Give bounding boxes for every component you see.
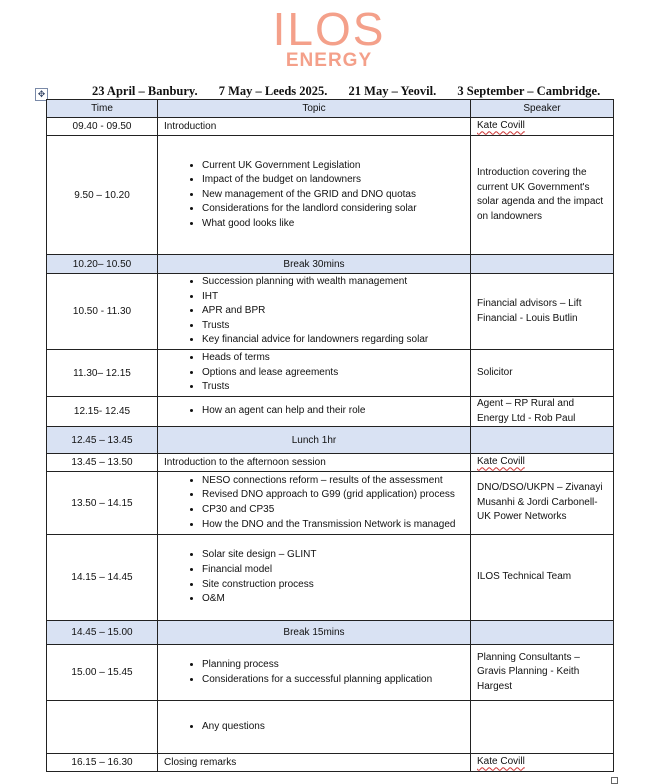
row-speaker (471, 754, 614, 772)
row-time: 10.50 - 11.30 (47, 274, 158, 350)
ilos-energy-logo (0, 3, 658, 71)
row-time: 13.45 – 13.50 (47, 454, 158, 472)
row-time: 14.15 – 14.45 (47, 535, 158, 621)
row-topic: Lunch 1hr (158, 427, 471, 454)
table-row (47, 535, 614, 621)
row-topic (158, 274, 471, 350)
row-time: 12.15- 12.45 (47, 397, 158, 427)
date-banbury: 23 April – Banbury. (92, 84, 198, 98)
row-topic (158, 701, 471, 754)
row-speaker (471, 701, 614, 754)
row-time: 11.30– 12.15 (47, 350, 158, 397)
list-item: • O&M (202, 592, 464, 607)
row-time: 13.50 – 14.15 (47, 472, 158, 535)
row-speaker: Solicitor (471, 350, 614, 397)
list-item: • Trusts (202, 319, 464, 334)
table-row (47, 454, 614, 472)
list-item: • Considerations for a successful planning application (202, 673, 464, 688)
row-speaker: DNO/DSO/UKPN – Zivanayi Musanhi & Jordi Carbonell- UK Power Networks (471, 472, 614, 535)
list-item: • APR and BPR (202, 304, 464, 319)
event-dates (92, 84, 618, 99)
speaker-text: Kate Covill (477, 456, 525, 468)
table-row (47, 350, 614, 397)
table-row-break (47, 427, 614, 454)
row-time: 10.20– 10.50 (47, 255, 158, 274)
list-item: • Any questions (202, 720, 464, 735)
row-topic (158, 645, 471, 701)
row-topic (158, 136, 471, 255)
list-item: • How an agent can help and their role (202, 404, 464, 419)
table-row (47, 274, 614, 350)
row-topic (158, 472, 471, 535)
row-speaker: Agent – RP Rural and Energy Ltd - Rob Paul (471, 397, 614, 427)
move-arrows-icon[interactable]: ✥ (35, 88, 48, 101)
table-row-break (47, 255, 614, 274)
row-speaker: Introduction covering the current UK Government's solar agenda and the impact on landowners (471, 136, 614, 255)
row-topic: Introduction (158, 118, 471, 136)
list-item: • Heads of terms (202, 351, 464, 366)
row-topic: Break 15mins (158, 621, 471, 645)
table-row (47, 397, 614, 427)
list-item: • IHT (202, 290, 464, 305)
table-row (47, 472, 614, 535)
row-topic: Break 30mins (158, 255, 471, 274)
list-item: • Solar site design – GLINT (202, 548, 464, 563)
row-speaker (471, 255, 614, 274)
row-time: 15.00 – 15.45 (47, 645, 158, 701)
schedule-table (46, 99, 614, 772)
list-item: • Site construction process (202, 578, 464, 593)
date-leeds: 7 May – Leeds 2025. (218, 84, 328, 98)
table-row-break (47, 621, 614, 645)
list-item: • Options and lease agreements (202, 366, 464, 381)
list-item: • New management of the GRID and DNO quotas (202, 188, 464, 203)
row-speaker: Planning Consultants – Gravis Planning - Keith Hargest (471, 645, 614, 701)
list-item: • Considerations for the landlord considering solar (202, 202, 464, 217)
row-speaker (471, 621, 614, 645)
list-item: • Financial model (202, 563, 464, 578)
row-speaker: Financial advisors – Lift Financial - Louis Butlin (471, 274, 614, 350)
list-item: • Revised DNO approach to G99 (grid application) process (202, 488, 464, 503)
row-topic (158, 397, 471, 427)
row-speaker (471, 427, 614, 454)
row-speaker (471, 118, 614, 136)
row-topic: Closing remarks (158, 754, 471, 772)
row-topic: Introduction to the afternoon session (158, 454, 471, 472)
row-time: 9.50 – 10.20 (47, 136, 158, 255)
table-row (47, 754, 614, 772)
logo-main-text: ILOS (272, 3, 386, 55)
table-row (47, 136, 614, 255)
row-time: 14.45 – 15.00 (47, 621, 158, 645)
logo-sub-text: ENERGY (285, 50, 373, 71)
list-item: • Impact of the budget on landowners (202, 173, 464, 188)
list-item: • Key financial advice for landowners regarding solar (202, 333, 464, 348)
list-item: • Succession planning with wealth management (202, 275, 464, 290)
header-speaker: Speaker (471, 100, 614, 118)
row-time (47, 701, 158, 754)
table-row (47, 645, 614, 701)
header-time: Time (47, 100, 158, 118)
table-header-row (47, 100, 614, 118)
table-row (47, 701, 614, 754)
list-item: • CP30 and CP35 (202, 503, 464, 518)
speaker-text: Kate Covill (477, 120, 525, 132)
date-cambridge: 3 September – Cambridge. (457, 84, 601, 98)
row-speaker: ILOS Technical Team (471, 535, 614, 621)
list-item: • How the DNO and the Transmission Network is managed (202, 518, 464, 533)
list-item: • Current UK Government Legislation (202, 159, 464, 174)
list-item: • NESO connections reform – results of the assessment (202, 474, 464, 489)
row-time: 16.15 – 16.30 (47, 754, 158, 772)
row-speaker (471, 454, 614, 472)
table-row (47, 118, 614, 136)
row-topic (158, 350, 471, 397)
row-topic (158, 535, 471, 621)
list-item: • Trusts (202, 380, 464, 395)
row-time: 09.40 - 09.50 (47, 118, 158, 136)
header-topic: Topic (158, 100, 471, 118)
date-yeovil: 21 May – Yeovil. (348, 84, 437, 98)
list-item: • Planning process (202, 658, 464, 673)
row-time: 12.45 – 13.45 (47, 427, 158, 454)
list-item: • What good looks like (202, 217, 464, 232)
speaker-text: Kate Covill (477, 756, 525, 768)
